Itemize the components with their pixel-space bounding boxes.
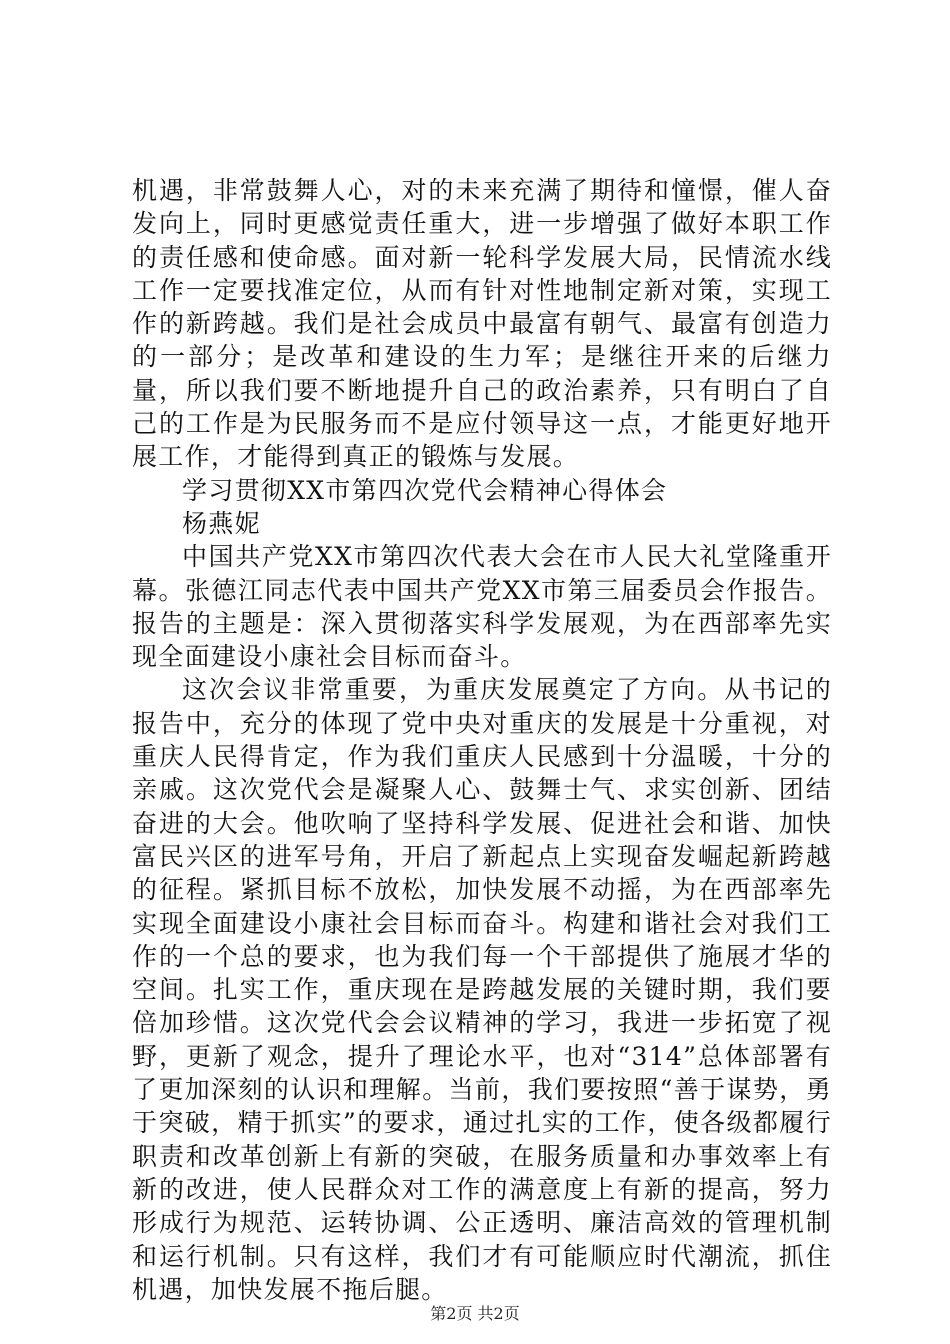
author-name: 杨燕妮 [182,508,261,538]
paragraph-1: 中国共产党XX市第四次代表大会在市人民大礼堂隆重开幕。张德江同志代表中国共产党XX市第三届委员会作报告。报告的主题是：深入贯彻落实科学发展观，为在西部率先实现全面建设小康社会目标而奋斗。 [132,542,832,672]
article-title: 学习贯彻XX市第四次党代会精神心得体会 [182,475,668,505]
paragraph-2: 这次会议非常重要，为重庆发展奠定了方向。从书记的报告中，充分的体现了党中央对重庆的发展是十分重视，对重庆人民得肯定，作为我们重庆人民感到十分温暖，十分的亲戚。这次党代会是凝聚人心、鼓舞士气、求实创新、团结奋进的大会。他吹响了坚持科学发展、促进社会和谐、加快富民兴区的进军号角，开启了新起点上实现奋发崛起新跨越的征程。紧抓目标不放松，加快发展不动摇，为在西部率先实现全面建设小康社会目标而奋斗。构建和谐社会对我们工作的一个总的要求，也为我们每一个干部提供了施展才华的空间。扎实工作，重庆现在是跨越发展的关键时期，我们要倍加珍惜。这次党代会会议精神的学习，我进一步拓宽了视野，更新了观念，提升了理论水平，也对“314”总体部署有了更加深刻的认识和理解。当前，我们要按照“善于谋势，勇于突破，精于抓实”的要求，通过扎实的工作，使各级都履行职责和改革创新上有新的突破，在服务质量和办事效率上有新的改进，使人民群众对工作的满意度上有新的提高，努力形成行为规范、运转协调、公正透明、廉洁高效的管理机制和运行机制。只有这样，我们才有可能顺应时代潮流，抓住机遇，加快发展不拖后腿。 [132,675,832,1304]
page-footer: 第2页 共2页 [430,1304,520,1323]
document-body [132,174,832,1306]
continuation-paragraph: 机遇，非常鼓舞人心，对的未来充满了期待和憧憬，催人奋发向上，同时更感觉责任重大，进一步增强了做好本职工作的责任感和使命感。面对新一轮科学发展大局，民情流水线工作一定要找准定位，从而有针对性地制定新对策，实现工作的新跨越。我们是社会成员中最富有朝气、最富有创造力的一部分；是改革和建设的生力军；是继往开来的后继力量，所以我们要不断地提升自己的政治素养，只有明白了自己的工作是为民服务而不是应付领导这一点，才能更好地开展工作，才能得到真正的锻炼与发展。 [132,176,832,472]
